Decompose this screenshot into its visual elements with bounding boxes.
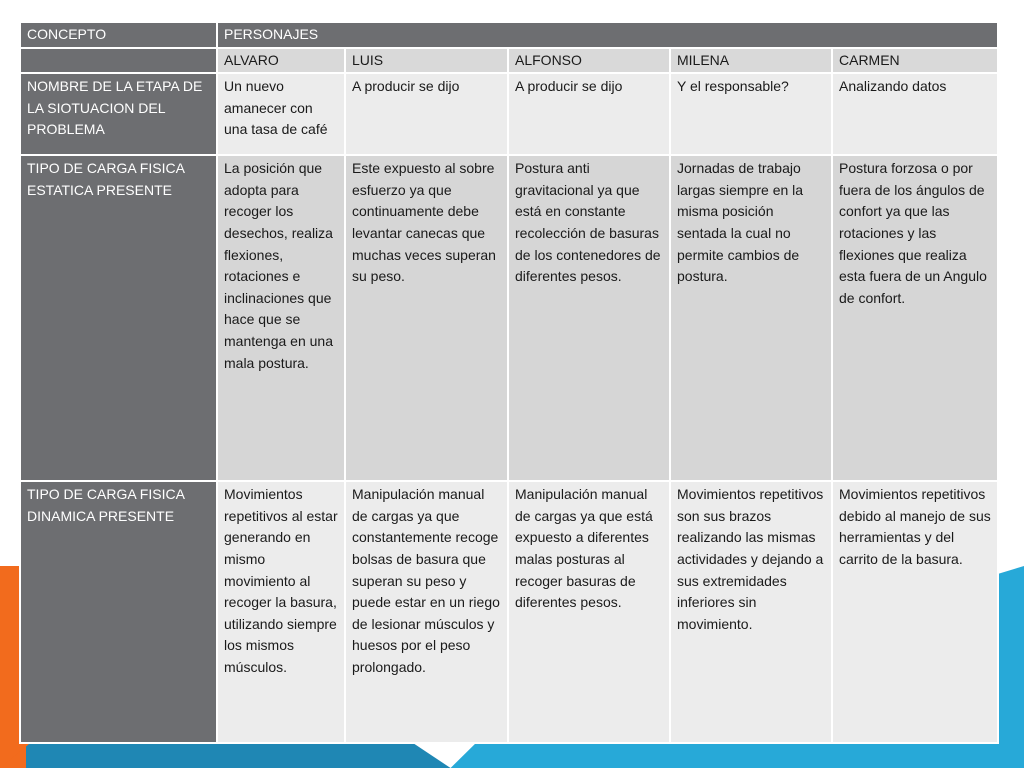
table-cell: La posición que adopta para recoger los desechos, realiza flexiones, rotaciones e inclinaciones que hace que se mantenga en una mala postura. [217,155,345,481]
character-name: ALFONSO [508,48,670,74]
table-cell: Movimientos repetitivos debido al manejo de sus herramientas y del carrito de la basura. [832,481,998,743]
table-cell: Jornadas de trabajo largas siempre en la misma posición sentada la cual no permite cambios de postura. [670,155,832,481]
table-row [20,481,998,743]
character-name: CARMEN [832,48,998,74]
character-name: MILENA [670,48,832,74]
concept-table [19,21,999,744]
header-blank-cell [20,48,217,74]
header-personajes: PERSONAJES [217,22,998,48]
table-cell: Movimientos repetitivos son sus brazos realizando las mismas actividades y dejando a sus extremidades inferiores sin movimiento. [670,481,832,743]
table-cell: Postura anti gravitacional ya que está en constante recolección de basuras de los contenedores de diferentes pesos. [508,155,670,481]
table-cell: A producir se dijo [345,73,508,155]
table-cell: Este expuesto al sobre esfuerzo ya que continuamente debe levantar canecas que muchas veces superan su peso. [345,155,508,481]
table-cell: Un nuevo amanecer con una tasa de café [217,73,345,155]
table-row [20,73,998,155]
table-row [20,155,998,481]
row-concept: TIPO DE CARGA FISICA DINAMICA PRESENTE [20,481,217,743]
header-concepto: CONCEPTO [20,22,217,48]
table-cell: Movimientos repetitivos al estar generando en mismo movimiento al recoger la basura, utilizando siempre los mismos músculos. [217,481,345,743]
character-names-row [20,48,998,74]
table-cell: Analizando datos [832,73,998,155]
table-cell: A producir se dijo [508,73,670,155]
row-concept: NOMBRE DE LA ETAPA DE LA SIOTUACION DEL PROBLEMA [20,73,217,155]
table-cell: Postura forzosa o por fuera de los ángulos de confort ya que las rotaciones y las flexiones que realiza esta fuera de un Angulo de confort. [832,155,998,481]
table-cell: Manipulación manual de cargas ya que constantemente recoge bolsas de basura que superan su peso y puede estar en un riego de lesionar músculos y huesos por el peso prolongado. [345,481,508,743]
character-name: LUIS [345,48,508,74]
table-cell: Y el responsable? [670,73,832,155]
table-cell: Manipulación manual de cargas ya que está expuesto a diferentes malas posturas al recoger basuras de diferentes pesos. [508,481,670,743]
character-name: ALVARO [217,48,345,74]
row-concept: TIPO DE CARGA FISICA ESTATICA PRESENTE [20,155,217,481]
table-header-row [20,22,998,48]
